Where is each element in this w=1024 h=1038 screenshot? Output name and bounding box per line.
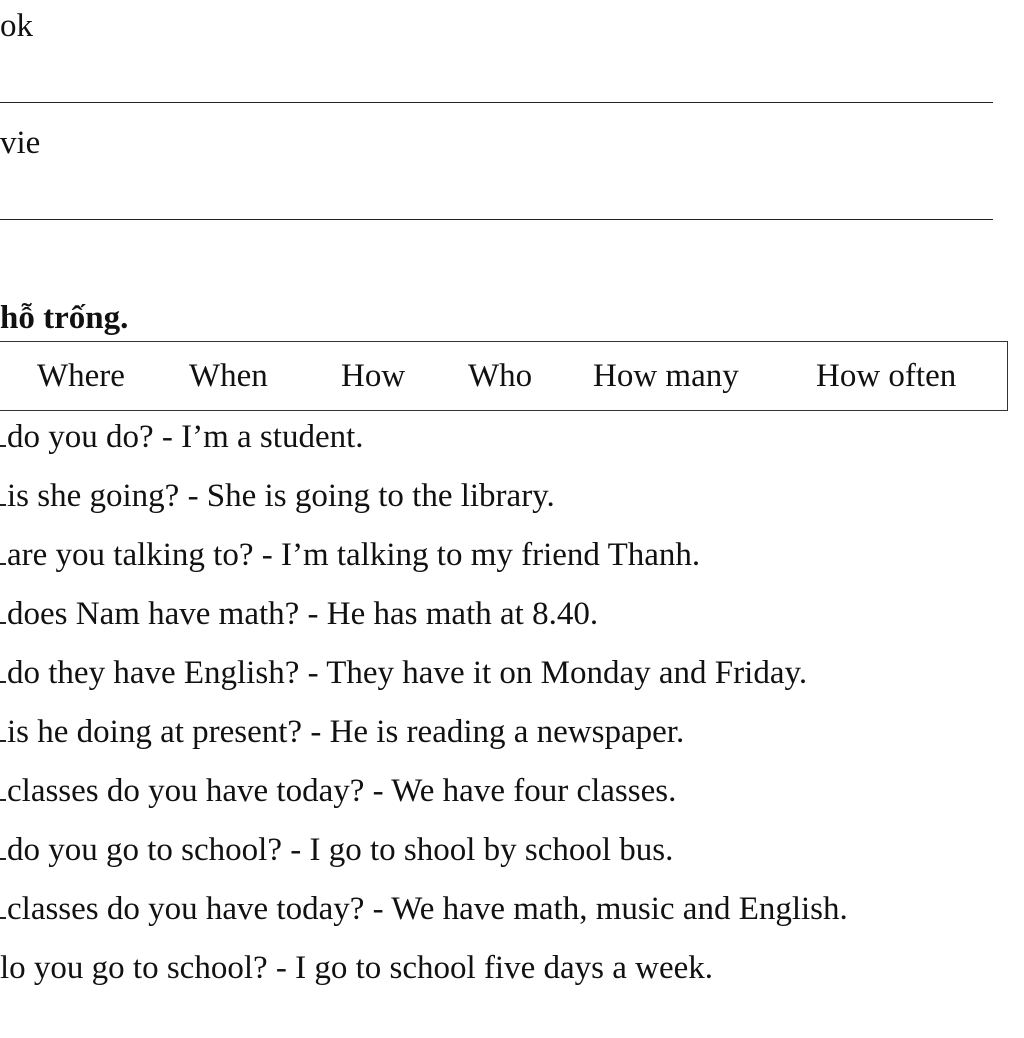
answer-blank[interactable] — [0, 799, 6, 801]
word-box-item: Who — [468, 358, 533, 394]
section-heading: hỗ trống. — [0, 300, 129, 336]
question-item — [0, 476, 555, 516]
question-item — [0, 653, 807, 693]
question-item — [0, 771, 676, 811]
question-text: does Nam have math? - He has math at 8.40. — [7, 596, 599, 632]
question-text: classes do you have today? - We have four classes. — [7, 773, 677, 809]
question-text: are you talking to? - I’m talking to my friend Thanh. — [7, 537, 701, 573]
answer-blank[interactable] — [0, 622, 6, 624]
answer-blank[interactable] — [0, 504, 6, 506]
question-text: is she going? - She is going to the library. — [7, 478, 555, 514]
question-item — [0, 830, 673, 870]
answer-blank[interactable] — [0, 681, 6, 683]
answer-blank[interactable] — [0, 563, 6, 565]
question-text: do you do? - I’m a student. — [7, 419, 364, 455]
question-text: do you go to school? - I go to shool by school bus. — [7, 832, 674, 868]
question-text: is he doing at present? - He is reading a newspaper. — [7, 714, 685, 750]
answer-blank[interactable] — [0, 917, 6, 919]
question-item — [0, 889, 848, 929]
answer-line-2 — [0, 219, 993, 220]
question-item — [0, 417, 364, 457]
question-text: lo you go to school? - I go to school five days a week. — [0, 950, 714, 986]
word-box-item: When — [189, 358, 268, 394]
word-box-item: How many — [593, 358, 739, 394]
answer-blank[interactable] — [0, 858, 6, 860]
question-item — [0, 712, 684, 752]
word-box-item: How often — [816, 358, 957, 394]
question-text: do they have English? - They have it on Monday and Friday. — [7, 655, 808, 691]
question-text: classes do you have today? - We have math, music and English. — [7, 891, 848, 927]
answer-line-1 — [0, 102, 993, 103]
question-item — [0, 948, 713, 988]
question-item — [0, 535, 700, 575]
answer-blank[interactable] — [0, 740, 6, 742]
word-box-item: How — [341, 358, 406, 394]
fragment-text-2: vie — [0, 125, 41, 161]
question-item — [0, 594, 598, 634]
word-box-item: Where — [37, 358, 125, 394]
word-box — [0, 341, 1008, 411]
answer-blank[interactable] — [0, 445, 6, 447]
fragment-text-1: ok — [0, 8, 33, 44]
